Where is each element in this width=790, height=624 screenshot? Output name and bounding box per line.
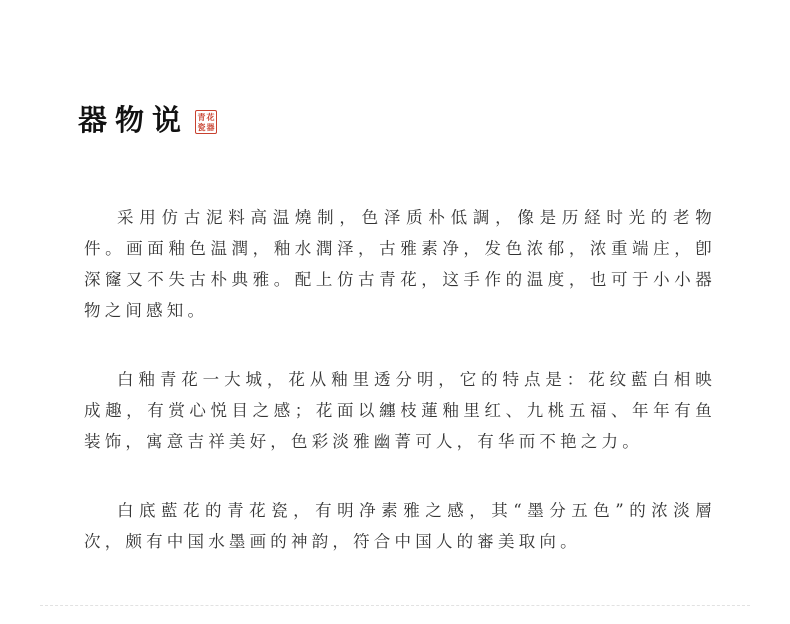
- paragraph-blue-white: 白底藍花的青花瓷，有明净素雅之感，其“墨分五色”的浓淡層次，颇有中国水墨画的神韵，符合中国人的審美取向。: [84, 501, 716, 551]
- paragraph-material: 采用仿古泥料高温燒制，色泽质朴低調，像是历経时光的老物件。画面釉色温潤，釉水潤泽，古雅素净，发色浓郁，浓重端庄，卽深窿又不失古朴典雅。配上仿古青花，这手作的温度，也可于小小器物之间感知。: [84, 208, 716, 320]
- seal-char: 花: [206, 112, 215, 122]
- paragraph-glaze: 白釉青花一大城，花从釉里透分明，它的特点是：花纹藍白相映成趣，有赏心悦目之感；花面以纏枝蓮釉里红、九桃五福、年年有鱼装饰，寓意吉祥美好，色彩淡雅幽菁可人，有华而不艳之力。: [84, 370, 716, 451]
- seal-char: 器: [206, 122, 215, 132]
- bottom-divider: [40, 605, 750, 606]
- article-body: [84, 202, 716, 595]
- seal-stamp-icon: [195, 110, 217, 134]
- seal-char: 青: [197, 112, 206, 122]
- section-header: [78, 98, 217, 142]
- seal-char: 瓷: [197, 122, 206, 132]
- page-title: 器物说: [78, 103, 190, 137]
